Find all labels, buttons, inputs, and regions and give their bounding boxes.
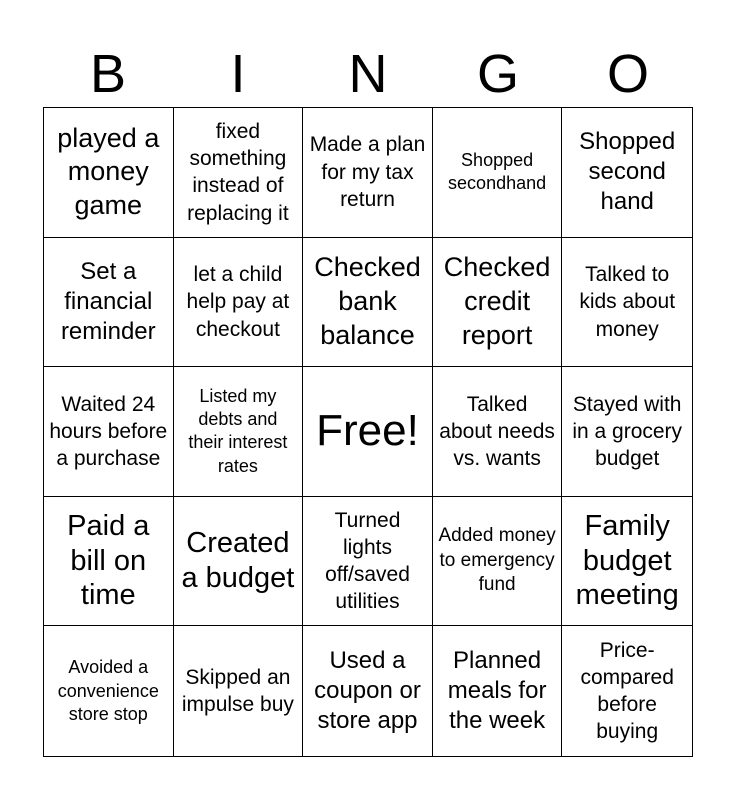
bingo-cell-r4c5[interactable] bbox=[562, 497, 692, 627]
bingo-cell-r5c2[interactable] bbox=[174, 626, 304, 756]
cell-text: let a child help pay at checkout bbox=[186, 262, 290, 341]
bingo-cell-r1c5[interactable] bbox=[562, 108, 692, 238]
cell-text: Created a budget bbox=[181, 527, 295, 595]
cell-text: played a money game bbox=[57, 122, 160, 221]
bingo-cell-r5c5[interactable] bbox=[562, 626, 692, 756]
header-letter-o: O bbox=[606, 44, 649, 104]
cell-text: Talked to kids about money bbox=[579, 262, 676, 341]
bingo-cell-r2c5[interactable] bbox=[562, 238, 692, 368]
bingo-cell-r1c1[interactable] bbox=[44, 108, 174, 238]
header-letter-i: I bbox=[230, 44, 246, 104]
cell-text: Made a plan for my tax return bbox=[309, 133, 426, 211]
bingo-cell-r5c4[interactable] bbox=[433, 626, 563, 756]
bingo-cell-r2c1[interactable] bbox=[44, 238, 174, 368]
cell-text: Paid a bill on time bbox=[67, 509, 150, 612]
cell-text: Checked credit report bbox=[443, 252, 551, 350]
cell-text: Shopped secondhand bbox=[448, 149, 547, 194]
cell-text: Stayed with in a grocery budget bbox=[572, 392, 683, 471]
header-letter-n: N bbox=[348, 44, 388, 104]
bingo-cell-r1c4[interactable] bbox=[433, 108, 563, 238]
cell-text: Checked bank balance bbox=[314, 252, 421, 350]
cell-text: Listed my debts and their interest rates bbox=[188, 385, 288, 476]
cell-text: Set a financial reminder bbox=[60, 257, 156, 345]
bingo-board bbox=[43, 107, 693, 757]
bingo-cell-free[interactable] bbox=[303, 367, 433, 497]
cell-text: Shopped second hand bbox=[579, 128, 676, 216]
cell-text: Planned meals for the week bbox=[447, 647, 547, 735]
bingo-cell-r3c2[interactable] bbox=[174, 367, 304, 497]
bingo-cell-r1c2[interactable] bbox=[174, 108, 304, 238]
header-letter-b: B bbox=[89, 44, 127, 104]
bingo-cell-r2c3[interactable] bbox=[303, 238, 433, 368]
bingo-cell-r2c4[interactable] bbox=[433, 238, 563, 368]
header-letter-g: G bbox=[476, 44, 519, 104]
cell-text: fixed something instead of replacing it bbox=[187, 119, 289, 225]
cell-text: Skipped an impulse buy bbox=[181, 665, 294, 717]
free-space-text: Free! bbox=[316, 406, 419, 456]
cell-text: Avoided a convenience store stop bbox=[57, 657, 159, 724]
bingo-cell-r4c2[interactable] bbox=[174, 497, 304, 627]
bingo-cell-r3c4[interactable] bbox=[433, 367, 563, 497]
bingo-cell-r5c3[interactable] bbox=[303, 626, 433, 756]
cell-text: Price-compared before buying bbox=[580, 638, 674, 744]
bingo-cell-r4c1[interactable] bbox=[44, 497, 174, 627]
bingo-cell-r3c5[interactable] bbox=[562, 367, 692, 497]
cell-text: Turned lights off/saved utilities bbox=[325, 508, 410, 614]
bingo-cell-r2c2[interactable] bbox=[174, 238, 304, 368]
cell-text: Added money to emergency fund bbox=[438, 525, 556, 596]
bingo-cell-r5c1[interactable] bbox=[44, 626, 174, 756]
bingo-cell-r3c1[interactable] bbox=[44, 367, 174, 497]
cell-text: Family budget meeting bbox=[575, 509, 679, 612]
cell-text: Talked about needs vs. wants bbox=[439, 392, 555, 471]
bingo-cell-r4c4[interactable] bbox=[433, 497, 563, 627]
bingo-header bbox=[43, 40, 693, 108]
cell-text: Used a coupon or store app bbox=[314, 647, 421, 735]
bingo-cell-r4c3[interactable] bbox=[303, 497, 433, 627]
bingo-cell-r1c3[interactable] bbox=[303, 108, 433, 238]
cell-text: Waited 24 hours before a purchase bbox=[49, 392, 168, 471]
